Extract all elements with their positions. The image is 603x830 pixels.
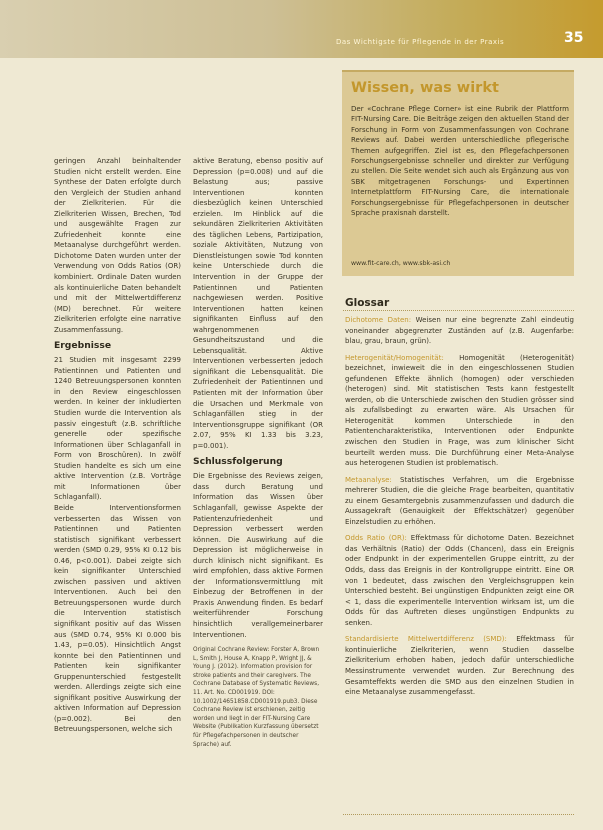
- glossar-term: Standardisierte Mittelwertdifferenz (SMD):: [345, 635, 507, 644]
- results-paragraph-1: 21 Studien mit insgesamt 2299 Patientinnen und Patienten und 1240 Betreuungspersonen konnten in den Review eingeschlossen werden. In keiner der inkludierten Studien wurde die Intervention als passiv eingestuft (z.B. schriftliche generelle oder spezifische Informationen über Schlaganfall in Form von Broschüren). In zwölf Studien handelte es sich um eine aktive Intervention (z.B. Vorträge mit Informationen über Schlaganfall).: [54, 356, 181, 502]
- running-title: Das Wichtigste für Pflegende in der Praxis: [336, 38, 505, 46]
- glossar-definition: Statistisches Verfahren, um die Ergebnisse mehrerer Studien, die die gleiche Frage bearbeiten, quantitativ zu einem Gesamtergebnis zusammenzufassen und dadurch die Aussagekraft (Genauigkeit der Effektschätzer) gegenüber Einzelstudien zu erhöhen.: [345, 475, 575, 526]
- glossar-term: Dichotome Daten:: [345, 316, 412, 324]
- glossar-definition: Effektmass für dichotome Daten. Bezeichnet das Verhältnis (Ratio) der Odds (Chancen), dass ein Ereignis oder Endpunkt in der experimentellen Gruppe eintritt, zu der Odds, dass das Ereignis in der Kontrollgruppe eintritt. Eine OR von 1 bedeutet, dass zwischen den Vergleichsgruppen kein Unterschied besteht. Bei ungünstigen Endpunkten zeigt eine OR < 1, dass die experimentelle Intervention wirksam ist, um die Odds für das Auftreten dieses ungünstigen Endpunkts zu senken.: [345, 534, 574, 627]
- glossar-entry: [345, 315, 574, 347]
- reference-note: Original Cochrane Review: Forster A, Brown L, Smith J, House A, Knapp P, Wright JJ, & Young J. (2012). Information provision for stroke patients and their caregivers. The Cochrane Database of Systematic Reviews, 11. Art. No. CD001919. DOI: 10.1002/14651858.CD001919.pub3. Diese Cochrane Review ist erschienen, zeitig worden und liegt in der FIT-Nursing Care Website (Publikation Kurzfassung übersetzt für Pflegefachpersonen in deutscher Sprache) auf.: [193, 647, 320, 748]
- glossar-bottom-divider: [343, 814, 574, 815]
- section-heading-schlussfolgerung: Schlussfolgerung: [193, 456, 283, 468]
- glossar-entry: [345, 353, 574, 469]
- glossar-divider: [343, 310, 574, 311]
- glossar-term: Metaanalyse:: [345, 475, 392, 484]
- results-paragraph-3: aktive Beratung, ebenso positiv auf Depression (p=0.008) und auf die Belastung aus; passive Interventionen konnten diesbezüglich keinen Unterschied erzielen. Im Hinblick auf die sekundären Zielkriterien Aktivitäten des täglichen Lebens, Partizipation, soziale Aktivitäten, Nutzung von Dienstleistungen sowie Tod konnten keine Unterschiede durch die Intervention in der Gruppe der Patientinnen und Patienten nachgewiesen werden. Positive Interventionen hatten keinen signifikanten Einfluss auf den wahrgenommenen Gesundheitszustand und die Lebensqualität. Aktive Interventionen verbesserten jedoch signifikant die Lebensqualität. Die Zufriedenheit der Patientinnen und Patienten mit der Information über die Ursachen und Merkmale von Schlaganfällen stieg in der Interventionsgruppe signifikant (OR 2.07, 95% KI 1.33 bis 3.23, p=0.001).: [193, 157, 323, 450]
- wissen-box-title: Wissen, was wirkt: [351, 80, 499, 96]
- results-paragraph-2: Beide Interventionsformen verbesserten das Wissen von Patientinnen und Patienten statistisch signifikant verbessert werden (SMD 0.29, 95% KI 0.12 bis 0.46, p<0.001). Dabei zeigte sich kein signifikanter Unterschied zwischen passiven und aktiven Interventionen. Auch bei den Betreuungspersonen wurde durch die Intervention statistisch signifikant positiv auf das Wissen aus (SMD 0.74, 95% KI 0.000 bis 1.43, p=0.05). Hinsichtlich Angst konnte bei den Patientinnen und Patienten kein signifikanter Gruppenunterschied festgestellt werden. Allerdings zeigte sich eine signifikant positive Auswirkung der aktiven Information auf Depression (p=0.002). Bei den Betreuungspersonen, welche sich: [54, 503, 181, 734]
- glossar-definition: Weisen nur eine begrenzte Zahl eindeutig voneinander abgegrenzter Zuständen auf (z.B. Augenfarbe: blau, grau, braun, grün).: [345, 316, 574, 346]
- section-heading-ergebnisse: Ergebnisse: [54, 340, 112, 352]
- glossar-entry: [345, 533, 574, 628]
- wissen-info-box: [342, 70, 574, 276]
- glossar-definition: Homogenität (Heterogenität) bezeichnet, inwieweit die in den eingeschlossenen Studien gefundenen Effekte ähnlich (homogen) oder verschieden (heterogen) sind. Mit statistischen Tests kann festgestellt werden, ob die Unterschiede zwischen den Studien grösser sind als zufallsbedingt zu erwarten wäre. Als Ursachen für Heterogenität kommen Unterschiede in den Patientencharakteristika, Interventionen oder Endpunkte zwischen den Studien in Frage, was zum klinischer Sicht beurteilt werden muss. Die Durchführung einer Meta-Analyse aus heterogenen Studien ist problematisch.: [345, 353, 574, 468]
- article-column-2: [193, 156, 323, 749]
- article-column-1: [54, 156, 181, 735]
- header-band: [0, 0, 603, 58]
- methods-paragraph: geringen Anzahl beinhaltender Studien nicht erstellt werden. Eine Synthese der Daten erfolgte durch den Vergleich der Studien anhand der Zielkriterien. Für die Zielkriterien Wissen, Brechen, Tod und ausgewählte Fragen zur Zufriedenheit konnte eine Metaanalyse durchgeführt werden. Dichotome Daten wurden unter der Verwendung von Odds Ratios (OR) kombiniert. Ordinale Daten wurden als kontinuierliche Daten behandelt und mit der Mittelwertdifferenz (MD) berechnet. Für weitere Zielkriterien erfolgte eine narrative Zusammenfassung.: [54, 157, 181, 334]
- glossar-entry: [345, 634, 574, 697]
- glossar-term: Odds Ratio (OR):: [345, 534, 407, 543]
- glossar-list: [345, 315, 574, 704]
- wissen-box-intro: Der «Cochrane Pflege Corner» ist eine Rubrik der Plattform FIT-Nursing Care. Die Beiträge zeigen den aktuellen Stand der Forschung in Form von Zusammenfassungen von Cochrane Reviews auf. Dabei werden unterschiedliche pflegerische Themen aufgegriffen. Ziel ist es, den Pflegefachpersonen Forschungsergebnisse schneller und direkter zur Verfügung zu stellen. Die Seite wendet sich auch als Ergänzung aus von SBK mitgetragenen Forschungs- und Expertinnen Internetplattform FIT-Nursing Care, die internationale Forschungsergebnisse für Pflegefachpersonen in deutscher Sprache praxisnah darstellt.: [351, 105, 569, 218]
- conclusion-paragraph: Die Ergebnisse des Reviews zeigen, dass durch Beratung und Information das Wissen über Schlaganfall, gewisse Aspekte der Patientenzufriedenheit und Depression verbessert werden können. Die Auswirkung auf die Depression ist möglicherweise in durch klinisch nicht signifikant. Es wird empfohlen, dass aktive Formen der Informationsvermittlung mit Einbezug der Betroffenen in der Praxis Anwendung finden. Es bedarf weiterführender Forschung hinsichtlich verallgemeinerbarer Interventionen.: [193, 472, 323, 639]
- glossar-entry: [345, 475, 574, 528]
- glossar-title: Glossar: [345, 297, 390, 309]
- page-number: 35: [564, 30, 584, 46]
- wissen-box-url[interactable]: www.fit-care.ch, www.sbk-asi.ch: [351, 260, 451, 267]
- glossar-definition: Effektmass für kontinuierliche Zielkriterien, wenn Studien dasselbe Zielkriterium erhoben haben, jedoch dafür unterschiedliche Messinstrumente verwendet wurden. Zur Berechnung des Gesamteffekts werden die SMD aus den einzelnen Studien in eine Metaanalyse zusammengefasst.: [345, 635, 574, 697]
- glossar-term: Heterogenität/Homogenität:: [345, 353, 444, 362]
